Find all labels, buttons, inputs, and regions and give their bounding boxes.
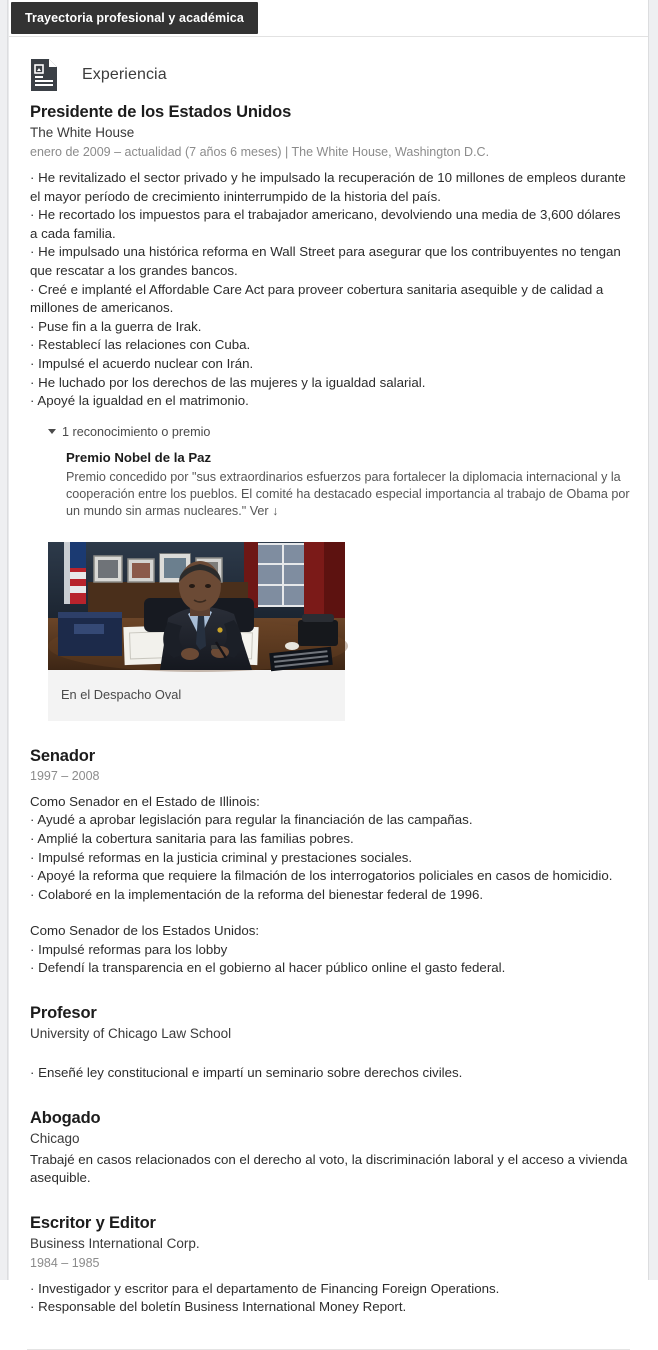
document-icon [31,59,57,91]
job-title: Profesor [30,1004,97,1023]
media-card[interactable] [48,542,345,721]
job-bullet: · Responsable del boletín Business International Money Report. [30,1299,407,1315]
section-header-experiencia [26,37,630,103]
job-bullet: · Amplié la cobertura sanitaria para las familias pobres. [30,830,354,846]
spacer [26,1083,630,1109]
award-description [66,469,630,520]
job-description [30,1280,630,1317]
job-title: Abogado [30,1108,101,1127]
job-bullet: · Ayudé a aprobar legislación para regular la financiación de las campañas. [30,812,473,828]
job-bullet: · Colaboré en la implementación de la reforma del bienestar federal de 1996. [30,886,484,902]
job-bullet: · Investigador y escritor para el departamento de Financing Foreign Operations. [30,1280,500,1296]
job-bullet: · He luchado por los derechos de las mujeres y la igualdad salarial. [30,374,426,390]
awards-section [48,425,630,520]
job-bullet: · Impulsé reformas en la justicia criminal y prestaciones sociales. [30,849,413,865]
media-caption: En el Despacho Oval [61,686,182,702]
spacer [26,1046,630,1064]
spacer [26,1317,630,1349]
job-bullet: Trabajé en casos relacionados con el derecho al voto, la discriminación laboral y el acceso a vivienda asequible. [30,1151,628,1186]
section-title: Experiencia [82,66,167,83]
job-bullet: · Apoyé la reforma que requiere la filmación de los interrogatorios policiales en casos de homicidio. [30,868,613,884]
award-name: Premio Nobel de la Paz [66,449,212,465]
experience-item-profesor [26,1004,630,1083]
job-description [30,793,630,978]
experience-item-abogado [26,1109,630,1188]
job-bullet: · Impulsé reformas para los lobby [30,941,228,957]
content-column [9,37,648,1349]
spacer [26,978,630,1004]
job-bullet: · Restablecí las relaciones con Cuba. [30,337,251,353]
left-gutter [0,0,8,1280]
job-dates-location: enero de 2009 – actualidad (7 años 6 meses) | The White House, Washington D.C. [30,145,490,159]
award-item-nobel [66,450,630,520]
job-organization: University of Chicago Law School [30,1026,232,1042]
tab-bar [9,0,648,37]
awards-toggle[interactable] [48,425,630,439]
job-bullet: · Creé e implanté el Affordable Care Act para proveer cobertura sanitaria asequible y de calidad a millones de americanos. [30,281,604,316]
job-description [30,1064,630,1083]
tab-trayectoria[interactable]: Trayectoria profesional y académica [11,2,258,34]
job-bullet: · Puse fin a la guerra de Irak. [30,318,202,334]
job-bullet: Como Senador en el Estado de Illinois: [30,793,260,809]
oval-office-photo[interactable] [48,542,345,670]
job-bullet: · Defendí la transparencia en el gobierno al hacer público online el gasto federal. [30,960,506,976]
award-description-text: Premio concedido por "sus extraordinarios esfuerzos para fortalecer la diplomacia internacional y la cooperación entre los pueblos. El comité ha destacado especial importancia al trabajo de Obama por un mundo sin armas nucleares." [66,469,630,518]
job-bullet: · He recortado los impuestos para el trabajador americano, devolviendo una media de 3,600 dólares a cada familia. [30,207,621,241]
spacer [26,721,630,747]
job-description [30,1151,630,1188]
job-dates: 1997 – 2008 [30,768,100,783]
job-bullet: · He revitalizado el sector privado y he impulsado la recuperación de 10 millones de empleos durante el mayor período de crecimiento ininterrumpido de la historia del país. [30,170,626,204]
job-description [30,169,630,411]
spacer [30,904,630,922]
awards-toggle-label: 1 reconocimiento o premio [62,424,211,439]
job-bullet: Como Senador de los Estados Unidos: [30,923,260,939]
job-bullet: · Apoyé la igualdad en el matrimonio. [30,393,249,409]
award-more-link[interactable]: Ver ↓ [249,503,279,518]
job-bullet: · Impulsé el acuerdo nuclear con Irán. [30,355,254,371]
experience-item-senador [26,747,630,978]
job-title: Senador [30,746,95,765]
caret-down-icon [48,429,56,434]
job-title: Presidente de los Estados Unidos [30,103,292,121]
job-bullet: · Enseñé ley constitucional e impartí un seminario sobre derechos civiles. [30,1065,463,1081]
content-sheet [9,0,648,1315]
right-scrollbar-gutter[interactable] [648,0,658,1280]
experience-item-presidente [26,103,630,721]
job-dates: 1984 – 1985 [30,1255,100,1270]
job-organization: Chicago [30,1130,80,1146]
spacer [26,1188,630,1214]
job-title: Escritor y Editor [30,1213,156,1232]
job-organization: Business International Corp. [30,1235,200,1251]
job-bullet: · He impulsado una histórica reforma en Wall Street para asegurar que los contribuyentes no tengan que rescatar a los grandes bancos. [30,244,621,278]
job-organization: The White House [30,125,135,140]
experience-item-escritor [26,1214,630,1317]
